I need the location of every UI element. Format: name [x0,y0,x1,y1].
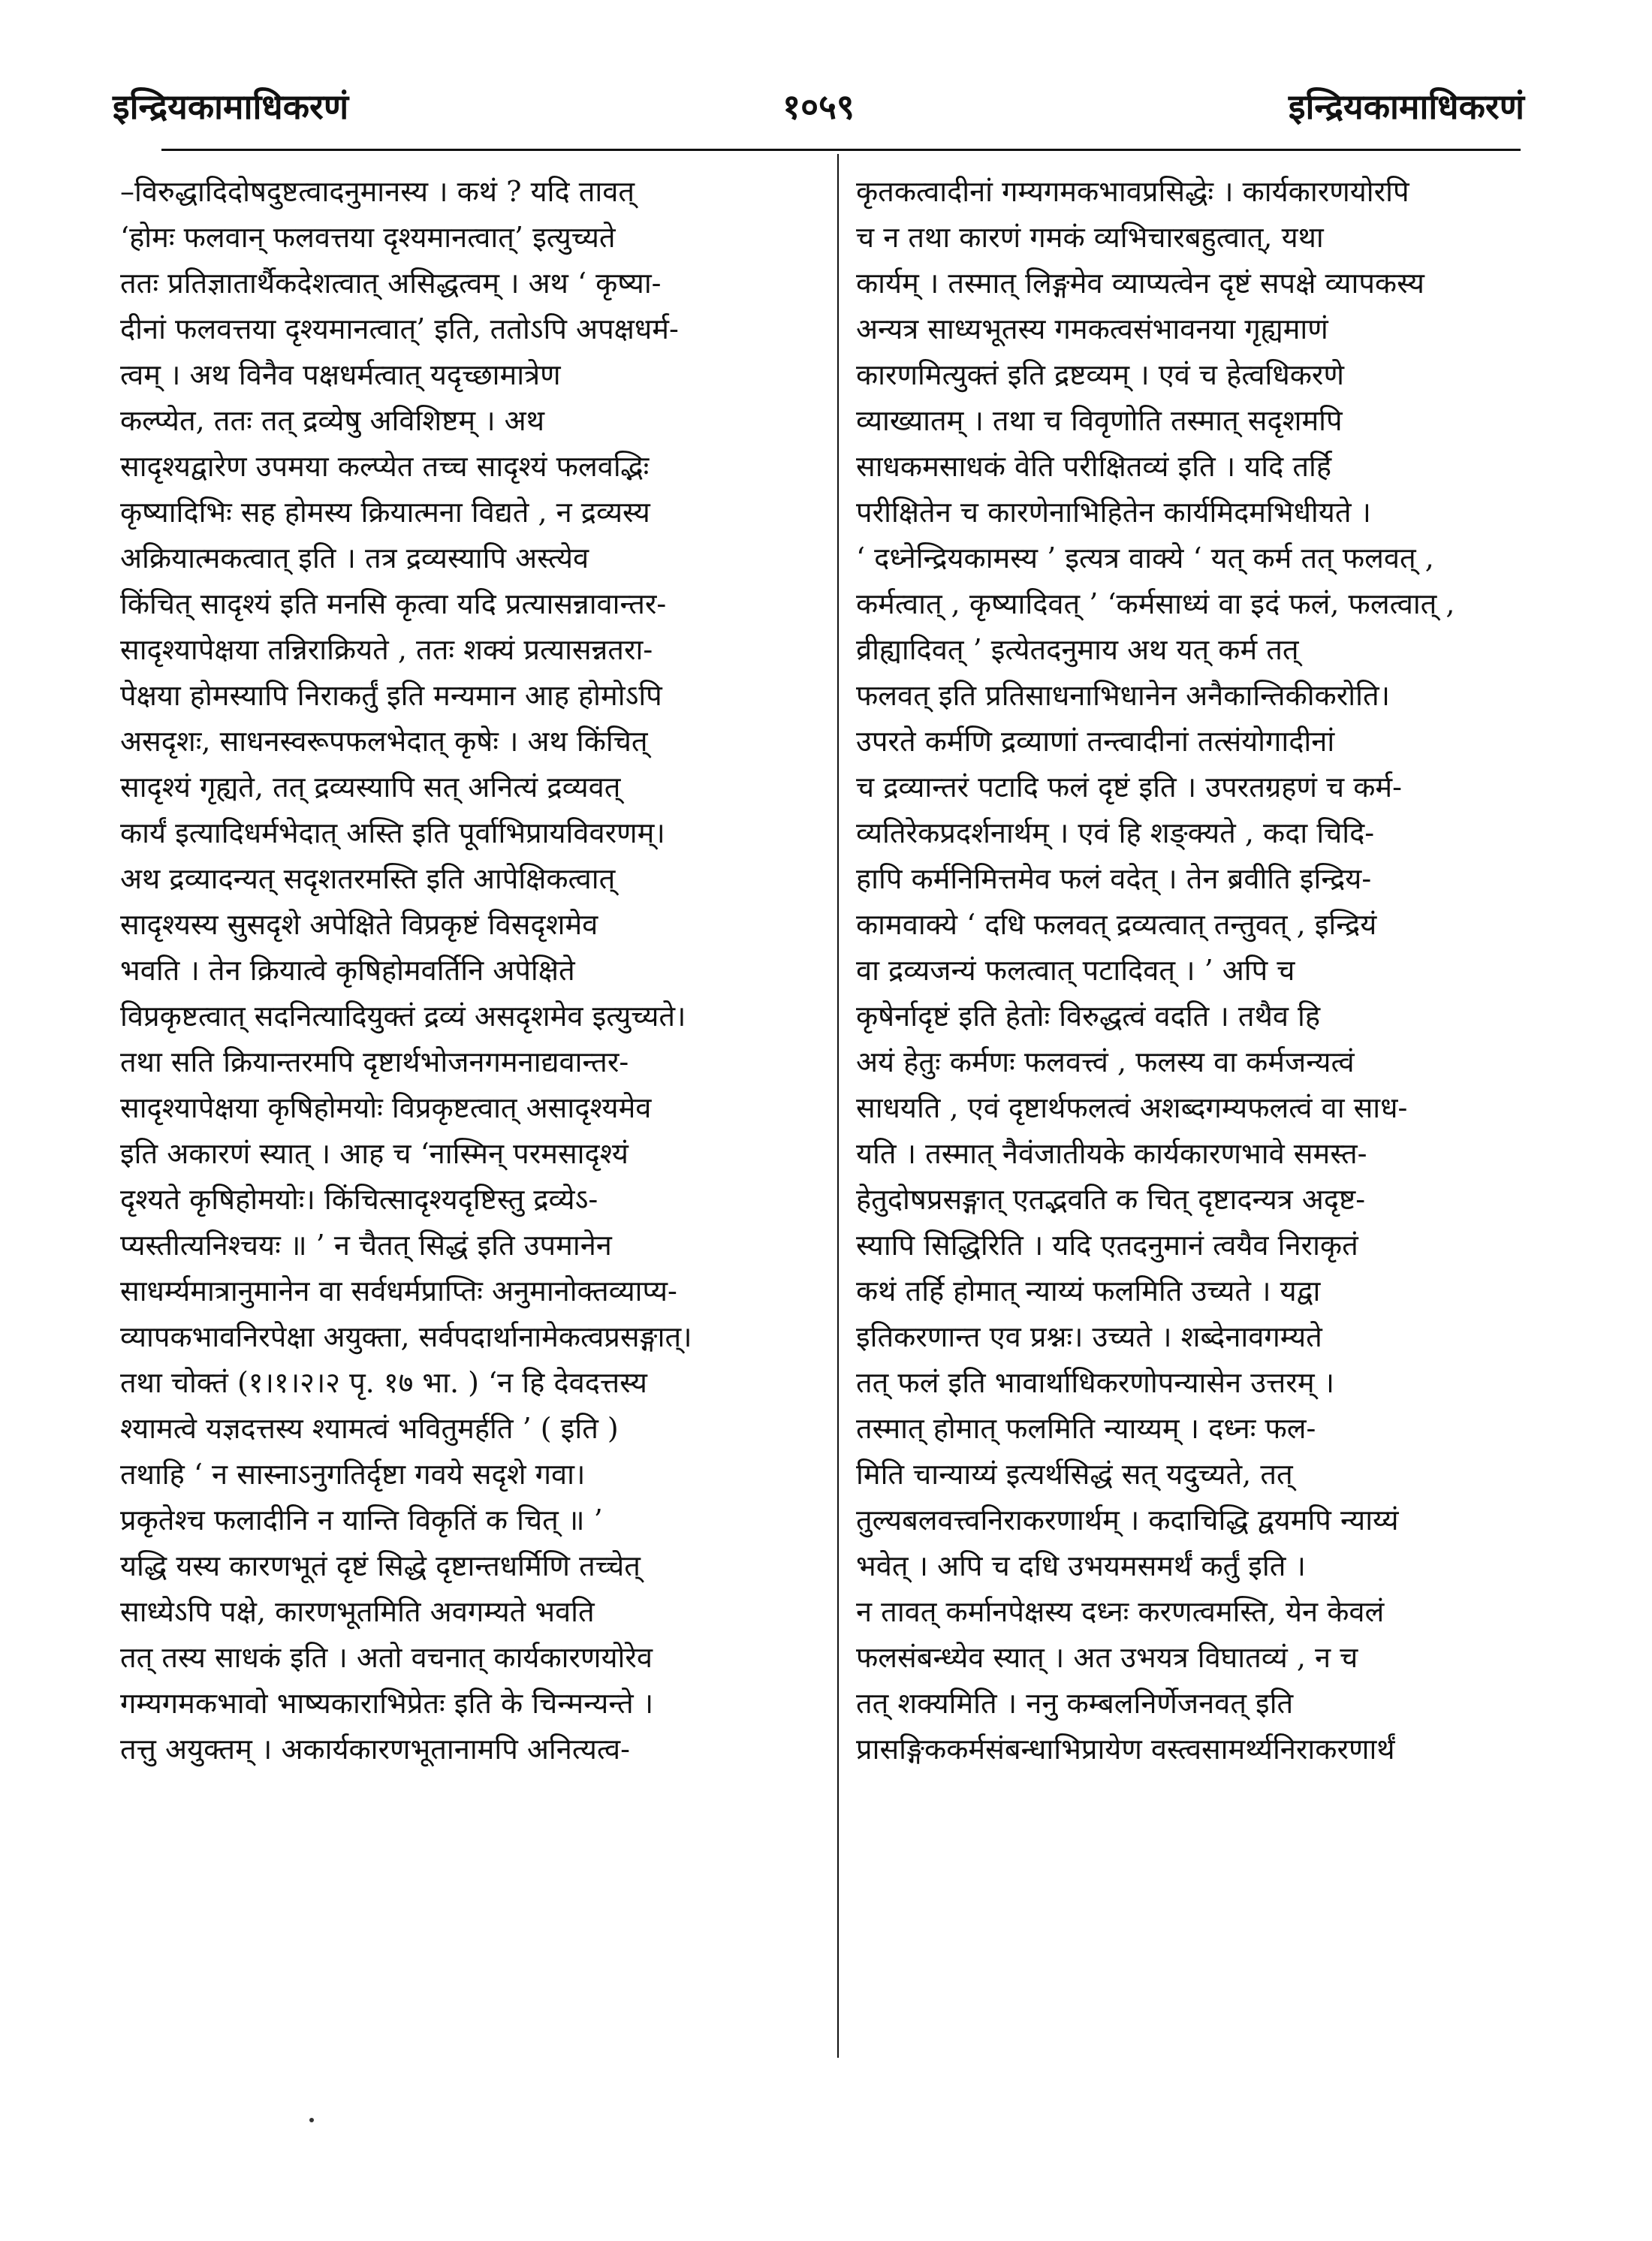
left-column-line: तथा चोक्तं (१।१।२।२ पृ. १७ भा. ) ‘न हि देवदत्तस्य [120,1366,647,1399]
left-column-line: कल्प्येत, ततः तत् द्रव्येषु अविशिष्टम् । अथ [120,404,544,437]
left-column [120,169,818,1772]
right-column-line: कर्मत्वात् , कृष्यादिवत् ’ ‘कर्मसाध्यं वा इदं फलं, फलत्वात् , [856,587,1455,620]
left-column-line: इति अकारणं स्यात् । आह च ‘नास्मिन् परमसादृश्यं [120,1137,629,1170]
left-column-line: भवति । तेन क्रियात्वे कृषिहोमवर्तिनि अपेक्षिते [120,954,575,987]
right-column-line: तस्मात् होमात् फलमिति न्याय्यम् । दध्नः फल- [856,1412,1316,1445]
left-column-line: तत् तस्य साधकं इति । अतो वचनात् कार्यकारणयोरेव [120,1641,653,1674]
header-divider [161,149,1521,151]
left-column-line: अथ द्रव्यादन्यत् सदृशतरमस्ति इति आपेक्षिकत्वात् [120,862,616,895]
right-column-line: च द्रव्यान्तरं पटादि फलं दृष्टं इति । उपरतग्रहणं च कर्म- [856,771,1402,804]
left-column-line: सादृश्यस्य सुसदृशे अपेक्षिते विप्रकृष्टं विसदृशमेव [120,908,598,941]
left-column-line: पेक्षया होमस्यापि निराकर्तुं इति मन्यमान आह होमोऽपि [120,679,662,712]
right-column-line: तत् फलं इति भावार्थाधिकरणोपन्यासेन उत्तरम् । [856,1366,1335,1399]
left-column-line: सादृश्यापेक्षया तन्निराक्रियते , ततः शक्यं प्रत्यासन्नतरा- [120,633,653,666]
right-column-line: प्रासङ्गिककर्मसंबन्धाभिप्रायेण वस्त्वसामर्थ्यनिराकरणार्थं [856,1733,1395,1766]
right-column-line: कामवाक्ये ‘ दधि फलवत् द्रव्यत्वात् तन्तुवत् , इन्द्रियं [856,908,1377,941]
left-column-line: –विरुद्धादिदोषदुष्टत्वादनुमानस्य । कथं ? यदि तावत् [120,175,635,208]
right-column-line: व्रीह्यादिवत् ’ इत्येतदनुमाय अथ यत् कर्म तत् [856,633,1299,666]
left-column-line: दीनां फलवत्तया दृश्यमानत्वात्’ इति, ततोऽपि अपक्षधर्म- [120,312,679,345]
left-column-line: त्वम् । अथ विनैव पक्षधर्मत्वात् यदृच्छामात्रेण [120,358,561,391]
left-column-line: प्रकृतेश्च फलादीनि न यान्ति विकृतिं क चित् ॥ ’ [120,1504,603,1537]
right-column-line: ‘ दध्नेन्द्रियकामस्य ’ इत्यत्र वाक्ये ‘ यत् कर्म तत् फलवत् , [856,541,1434,575]
right-column-line: व्याख्यातम् । तथा च विवृणोति तस्मात् सदृशमपि [856,404,1343,437]
left-column-line: सादृश्यद्वारेण उपमया कल्प्येत तच्च सादृश्यं फलवद्भिः [120,450,650,483]
right-column-line: साधकमसाधकं वेति परीक्षितव्यं इति । यदि तर्हि [856,450,1332,483]
left-column-line: सादृश्यं गृह्यते, तत् द्रव्यस्यापि सत् अनित्यं द्रव्यवत् [120,771,621,804]
left-column-line: सादृश्यापेक्षया कृषिहोमयोः विप्रकृष्टत्वात् असादृश्यमेव [120,1091,652,1124]
column-divider [837,154,839,2058]
left-column-line: साधर्म्यमात्रानुमानेन वा सर्वधर्मप्राप्तिः अनुमानोक्तव्याप्य- [120,1274,677,1308]
right-column-line: मिति चान्याय्यं इत्यर्थसिद्धं सत् यदुच्यते, तत् [856,1458,1293,1491]
running-header [113,83,1524,143]
header-right-title: इन्द्रियकामाधिकरणं [1288,86,1524,127]
left-column-line: तत्तु अयुक्तम् । अकार्यकारणभूतानामपि अनित्यत्व- [120,1733,630,1766]
right-column-line: च न तथा कारणं गमकं व्यभिचारबहुत्वात्, यथा [856,221,1324,254]
left-column-line: दृश्यते कृषिहोमयोः। किंचित्सादृश्यदृष्टिस्तु द्रव्येऽ- [120,1183,598,1216]
left-column-line: तथा सति क्रियान्तरमपि दृष्टार्थभोजनगमनाद्यवान्तर- [120,1045,629,1078]
left-column-line: कृष्यादिभिः सह होमस्य क्रियात्मना विद्यते , न द्रव्यस्य [120,496,650,529]
right-column-line: वा द्रव्यजन्यं फलत्वात् पटादिवत् । ’ अपि च [856,954,1295,987]
page-number: १०५९ [782,86,855,127]
left-column-line: व्यापकभावनिरपेक्षा अयुक्ता, सर्वपदार्थानामेकत्वप्रसङ्गात्। [120,1320,692,1353]
right-column-line: इतिकरणान्त एव प्रश्नः। उच्यते । शब्देनावगम्यते [856,1320,1322,1353]
right-column-line: कृषेर्नादृष्टं इति हेतोः विरुद्धत्वं वदति । तथैव हि [856,1000,1321,1033]
right-column-line: अन्यत्र साध्यभूतस्य गमकत्वसंभावनया गृह्यमाणं [856,312,1328,345]
left-column-line: गम्यगमकभावो भाष्यकाराभिप्रेतः इति के चिन्मन्यन्ते । [120,1687,654,1720]
left-column-line: तथाहि ‘ न सास्नाऽनुगतिर्दृष्टा गवये सदृशे गवा। [120,1458,586,1491]
right-column [856,169,1524,1772]
right-column-line: भवेत् । अपि च दधि उभयमसमर्थं कर्तुं इति । [856,1549,1306,1582]
right-column-line: फलवत् इति प्रतिसाधनाभिधानेन अनैकान्तिकीकरोति। [856,679,1391,712]
left-column-line: किंचित् सादृश्यं इति मनसि कृत्वा यदि प्रत्यासन्नावान्तर- [120,587,667,620]
right-column-line: हापि कर्मनिमित्तमेव फलं वदेत् । तेन ब्रवीति इन्द्रिय- [856,862,1372,895]
left-column-line: विप्रकृष्टत्वात् सदनित्यादियुक्तं द्रव्यं असदृशमेव इत्युच्यते। [120,1000,686,1033]
left-column-line: असदृशः, साधनस्वरूपफलभेदात् कृषेः । अथ किंचित् [120,725,648,758]
right-column-line: परीक्षितेन च कारणेनाभिहितेन कार्यमिदमभिधीयते । [856,496,1371,529]
left-column-line: ‘होमः फलवान् फलवत्तया दृश्यमानत्वात्’ इत्युच्यते [120,221,616,254]
left-column-line: यद्धि यस्य कारणभूतं दृष्टं सिद्धे दृष्टान्तधर्मिणि तच्चेत् [120,1549,641,1582]
right-column-line: न तावत् कर्मानपेक्षस्य दध्नः करणत्वमस्ति, येन केवलं [856,1595,1385,1628]
right-column-line: उपरते कर्मणि द्रव्याणां तन्त्वादीनां तत्संयोगादीनां [856,725,1335,758]
right-column-line: साधयति , एवं दृष्टार्थफलत्वं अशब्दगम्यफलत्वं वा साध- [856,1091,1408,1124]
right-column-line: यति । तस्मात् नैवंजातीयके कार्यकारणभावे समस्त- [856,1137,1367,1170]
ink-speck [309,2118,314,2122]
left-column-line: साध्येऽपि पक्षे, कारणभूतमिति अवगम्यते भवति [120,1595,595,1628]
right-column-line: तत् शक्यमिति । ननु कम्बलनिर्णेजनवत् इति [856,1687,1294,1720]
left-column-line: ततः प्रतिज्ञातार्थैकदेशत्वात् असिद्धत्वम् । अथ ‘ कृष्या- [120,267,662,300]
left-column-line: श्यामत्वे यज्ञदत्तस्य श्यामत्वं भवितुमर्हति ’ ( इति ) [120,1412,619,1445]
left-column-line: प्यस्तीत्यनिश्चयः ॥ ’ न चैतत् सिद्धं इति उपमानेन [120,1229,612,1262]
right-column-line: कृतकत्वादीनां गम्यगमकभावप्रसिद्धेः । कार्यकारणयोरपि [856,175,1409,208]
right-column-line: कार्यम् । तस्मात् लिङ्गमेव व्याप्यत्वेन दृष्टं सपक्षे व्यापकस्य [856,267,1424,300]
right-column-line: व्यतिरेकप्रदर्शनार्थम् । एवं हि शङ्क्यते , कदा चिदि- [856,816,1375,849]
left-column-line: अक्रियात्मकत्वात् इति । तत्र द्रव्यस्यापि अस्त्येव [120,541,589,575]
right-column-line: फलसंबन्ध्येव स्यात् । अत उभयत्र विघातव्यं , न च [856,1641,1358,1674]
header-left-title: इन्द्रियकामाधिकरणं [113,86,349,127]
right-column-line: कथं तर्हि होमात् न्याय्यं फलमिति उच्यते । यद्वा [856,1274,1321,1308]
right-column-line: कारणमित्युक्तं इति द्रष्टव्यम् । एवं च हेत्वधिकरणे [856,358,1344,391]
right-column-line: स्यापि सिद्धिरिति । यदि एतदनुमानं त्वयैव निराकृतं [856,1229,1358,1262]
left-column-line: कार्यं इत्यादिधर्मभेदात् अस्ति इति पूर्वाभिप्रायविवरणम्। [120,816,665,849]
right-column-line: तुल्यबलवत्त्वनिराकरणार्थम् । कदाचिद्धि द्वयमपि न्याय्यं [856,1504,1399,1537]
right-column-line: हेतुदोषप्रसङ्गात् एतद्भवति क चित् दृष्टादन्यत्र अदृष्ट- [856,1183,1366,1216]
right-column-line: अयं हेतुः कर्मणः फलवत्त्वं , फलस्य वा कर्मजन्यत्वं [856,1045,1355,1078]
